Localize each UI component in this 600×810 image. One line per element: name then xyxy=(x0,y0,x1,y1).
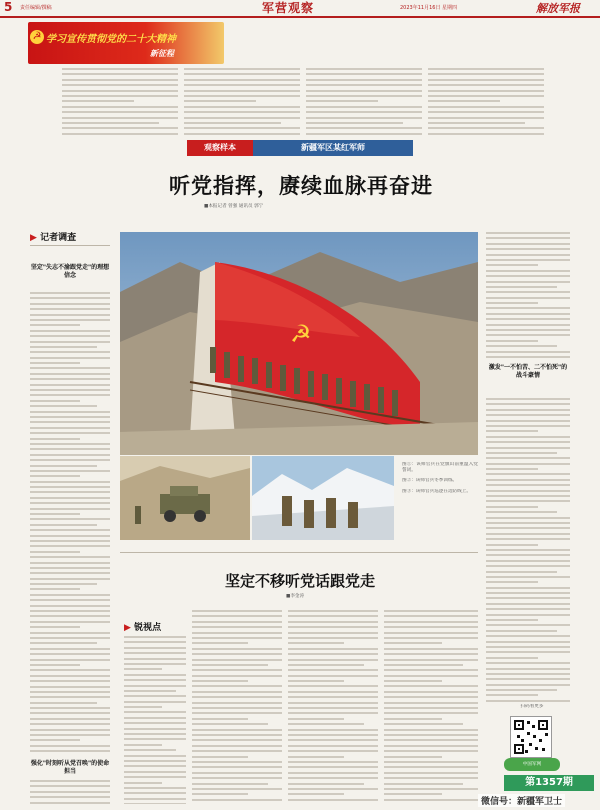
masthead-logo: 解放军报 xyxy=(536,2,580,15)
qr-label: 扫码看更多 xyxy=(520,704,544,709)
main-photo-party-flag-mountain xyxy=(120,232,478,455)
reporter-investigation-kicker xyxy=(30,230,76,243)
commentary-text-col4 xyxy=(384,610,478,804)
wechat-watermark: 微信号：新疆军卫士 xyxy=(478,794,565,807)
star-icon: ▶ xyxy=(30,233,37,243)
banner-line1: 学习宣传贯彻党的二十大精神 xyxy=(46,34,176,45)
commentary-byline: ■李金涛 xyxy=(286,594,305,599)
divider xyxy=(120,552,478,553)
intro-text-col3 xyxy=(306,68,422,136)
right-body-text-2 xyxy=(486,398,570,702)
photo-training-vehicle xyxy=(120,456,250,540)
kicker-label: 锐视点 xyxy=(134,623,162,633)
intro-text-col2 xyxy=(184,68,300,136)
right-body-text-1 xyxy=(486,232,570,360)
svg-text:☭: ☭ xyxy=(290,320,312,348)
caption-2: 图②：该师官兵冬季训练。 xyxy=(402,478,458,484)
caption-1: 图①：该师官兵在党旗山前重温入党誓词。 xyxy=(402,462,478,474)
edition-label: 责任编辑/撰稿 xyxy=(20,5,52,11)
photo-border-patrol xyxy=(252,456,394,540)
right-subhead: 激发"一不怕苦、二不怕死"的战斗豪情 xyxy=(488,364,568,379)
left-body-text-2 xyxy=(30,780,110,808)
party-emblem-icon: ☭ xyxy=(30,30,44,44)
feature-byline: ■本报记者 曾强 通讯员 郭宁 xyxy=(204,204,264,209)
commentary-headline: 坚定不移听党话跟党走 xyxy=(224,572,375,590)
caption-3: 图③：该师官兵巡逻在边防线上。 xyxy=(402,488,471,494)
commentary-text-col2 xyxy=(192,610,282,804)
banner-line2: 新征程 xyxy=(150,49,174,58)
left-subhead-1: 坚定"失志不渝跟党走"的理想信念 xyxy=(30,264,110,279)
feature-label-right: 新疆军区某红军师 xyxy=(253,140,413,156)
kicker-label: 记者调查 xyxy=(40,233,77,243)
qr-code-icon[interactable] xyxy=(510,716,552,758)
divider xyxy=(30,245,110,246)
left-subhead-2: 强化"时刻听从党召唤"的使命担当 xyxy=(30,760,110,775)
star-icon: ▶ xyxy=(124,623,131,633)
intro-text-col1 xyxy=(62,68,178,136)
commentary-text-col1 xyxy=(124,636,186,804)
intro-text-col4 xyxy=(428,68,544,136)
feature-headline: 听党指挥，赓续血脉再奋进 xyxy=(169,174,433,198)
issue-number-banner: 第1357期 xyxy=(504,775,594,791)
commentary-kicker xyxy=(124,620,161,633)
page-number: 5 xyxy=(4,0,13,14)
promo-badge[interactable]: 中国军网 xyxy=(504,758,560,771)
photo-captions xyxy=(402,462,478,540)
commentary-text-col3 xyxy=(288,610,378,804)
feature-label-left: 观察样本 xyxy=(187,140,253,156)
section-title: 军营观察 xyxy=(262,1,315,15)
left-body-text xyxy=(30,292,110,752)
dateline: 2023年11月16日 星期四 xyxy=(400,5,458,11)
